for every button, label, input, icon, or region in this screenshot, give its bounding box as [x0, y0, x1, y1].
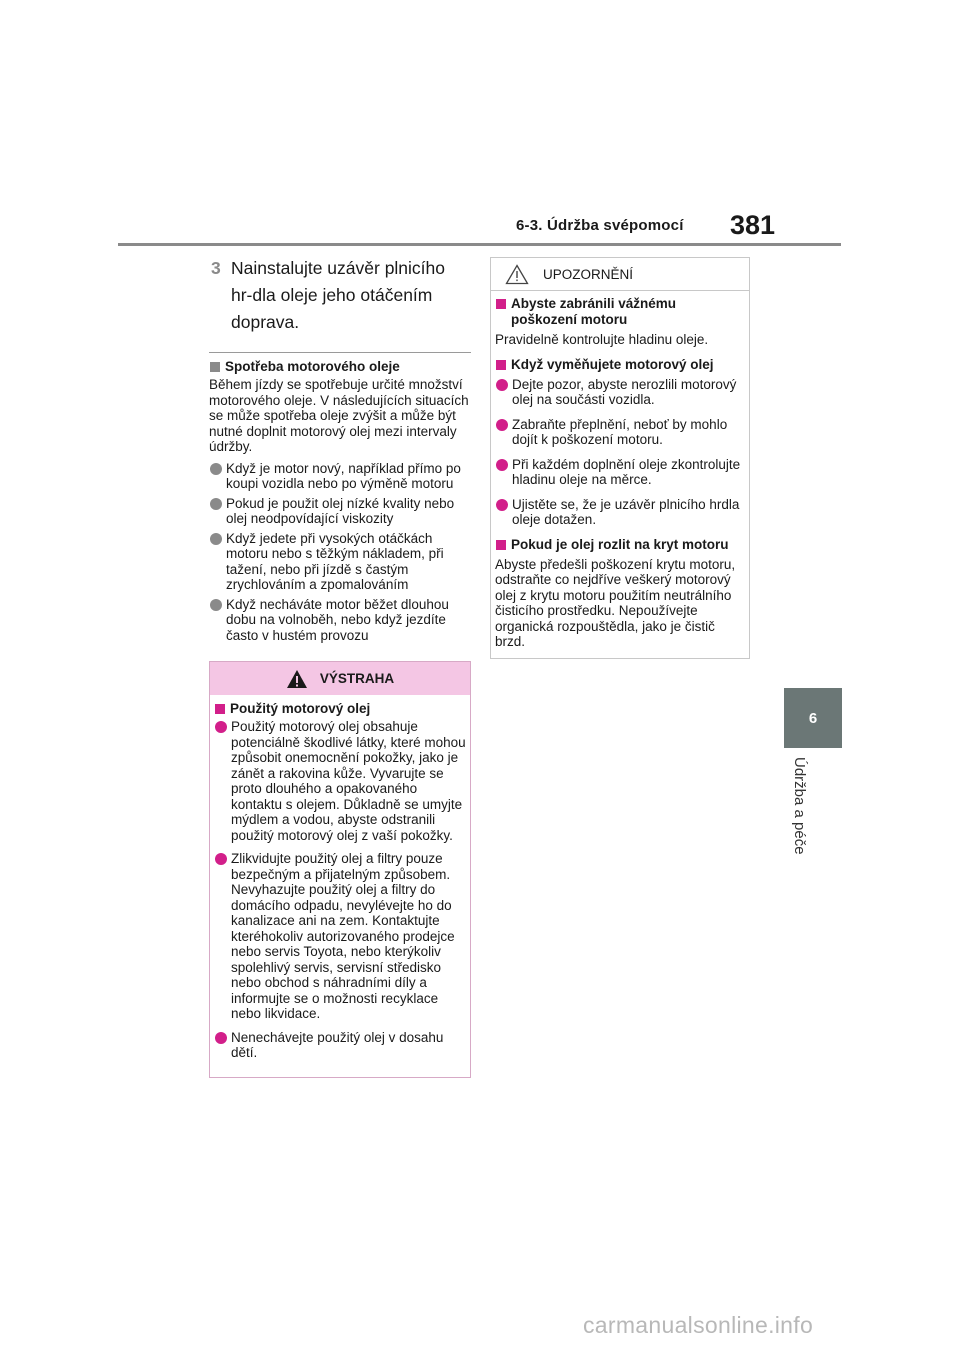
- chapter-number: 6: [808, 709, 818, 727]
- section-title: 6-3. Údržba svépomocí: [516, 217, 684, 234]
- list-item: Když je motor nový, například přímo po koupi vozidla nebo po výměně motoru: [209, 461, 471, 492]
- square-bullet-icon: [496, 540, 506, 550]
- section-divider: [209, 352, 471, 353]
- list-item: Při každém doplnění oleje zkontrolujte hladinu oleje na měrce.: [495, 457, 745, 488]
- circle-bullet-icon: [215, 721, 227, 733]
- warning-heading: Použitý motorový olej: [214, 701, 466, 717]
- circle-bullet-icon: [496, 499, 508, 511]
- chapter-label-text: Údržba a péče: [791, 757, 808, 855]
- square-bullet-icon: [496, 299, 506, 309]
- circle-bullet-icon: [210, 533, 222, 545]
- list-item: Pokud je použit olej nízké kvality nebo olej neodpovídající viskozity: [209, 496, 471, 527]
- circle-bullet-icon: [210, 463, 222, 475]
- square-bullet-icon: [210, 362, 220, 372]
- warning-triangle-icon: [286, 669, 308, 689]
- circle-bullet-icon: [496, 379, 508, 391]
- list-item: Nenechávejte použitý olej v dosahu dětí.: [214, 1030, 466, 1061]
- circle-bullet-icon: [210, 599, 222, 611]
- watermark[interactable]: carmanualsonline.info: [583, 1312, 814, 1338]
- warning-box: [209, 661, 471, 1078]
- circle-bullet-icon: [496, 459, 508, 471]
- header-divider: [118, 243, 841, 246]
- right-column: [490, 257, 750, 659]
- circle-bullet-icon: [496, 419, 508, 431]
- page-number: 381: [730, 210, 776, 240]
- list-item: Použitý motorový olej obsahuje potenciálně škodlivé látky, které mohou způsobit onemocnění pokožky, jako je zánět a rakovina kůže. Vyvarujte se proto dlouhého a opakovaného kontaktu s olejem. Důkladně se umyjte mýdlem a vodou, abyste odstranili použitý motorový olej z vaší pokožky.: [214, 719, 466, 843]
- list-item: Zlikvidujte použitý olej a filtry pouze bezpečným a přijatelným způsobem. Nevyhazujte použitý olej a filtry do domácího odpadu, nevylévejte ho do kanalizace ani na zem. Kontaktujte kteréhokoliv autorizovaného prodejce nebo servis Toyota, nebo kterýkoliv spolehlivý servis, servisní středisko nebo obchod s náhradními díly a informujte se o možnosti recyklace nebo likvidace.: [214, 851, 466, 1022]
- oil-consumption-intro: Během jízdy se spotřebuje určité množství motorového oleje. V následujících situacích se může spotřeba oleje zvýšit a může být nutné doplnit motorový olej mezi intervaly údržby.: [209, 377, 469, 454]
- chapter-tab[interactable]: [784, 688, 842, 748]
- circle-bullet-icon: [210, 498, 222, 510]
- caution-heading-3: Pokud je olej rozlit na kryt motoru: [495, 537, 745, 553]
- chapter-label: [788, 757, 808, 861]
- step-text: Nainstalujte uzávěr plnicího hr-dla oleje jeho otáčením doprava.: [231, 258, 446, 332]
- list-item: Když jedete při vysokých otáčkách motoru nebo s těžkým nákladem, při tažení, nebo při jízdě s častým zrychlováním a zpomalováním: [209, 531, 471, 593]
- square-bullet-icon: [496, 360, 506, 370]
- step-number: 3: [211, 258, 221, 278]
- caution-heading-2: Když vyměňujete motorový olej: [495, 357, 745, 373]
- step-3: [209, 255, 471, 336]
- caution-triangle-icon: [505, 264, 529, 285]
- caution-box: [490, 257, 750, 659]
- caution-body: [491, 291, 749, 658]
- circle-bullet-icon: [215, 1032, 227, 1044]
- caution-header: [491, 258, 749, 291]
- list-item: Dejte pozor, abyste nerozlili motorový olej na součásti vozidla.: [495, 377, 745, 408]
- caution-text-1: Pravidelně kontrolujte hladinu oleje.: [495, 332, 709, 347]
- square-bullet-icon: [215, 704, 225, 714]
- warning-body: [210, 695, 470, 1077]
- circle-bullet-icon: [215, 853, 227, 865]
- warning-header: [210, 662, 470, 695]
- list-item: Ujistěte se, že je uzávěr plnicího hrdla oleje dotažen.: [495, 497, 745, 528]
- warning-title: VÝSTRAHA: [319, 671, 395, 686]
- caution-heading-1: Abyste zabránili vážnému poškození motoru: [495, 296, 745, 328]
- caution-title: UPOZORNĚNÍ: [543, 266, 634, 282]
- oil-consumption-heading: Spotřeba motorového oleje: [209, 359, 471, 375]
- list-item: Zabraňte přeplnění, neboť by mohlo dojít k poškození motoru.: [495, 417, 745, 448]
- caution-text-3: Abyste předešli poškození krytu motoru, odstraňte co nejdříve veškerý motorový olej z krytu motoru použitím neutrálního čisticího prostředku. Nepoužívejte organická rozpouštědla, jako je čistič brzd.: [495, 556, 736, 649]
- list-item: Když necháváte motor běžet dlouhou dobu na volnoběh, nebo když jezdíte často v hustém provozu: [209, 597, 471, 644]
- left-column: [209, 255, 471, 1078]
